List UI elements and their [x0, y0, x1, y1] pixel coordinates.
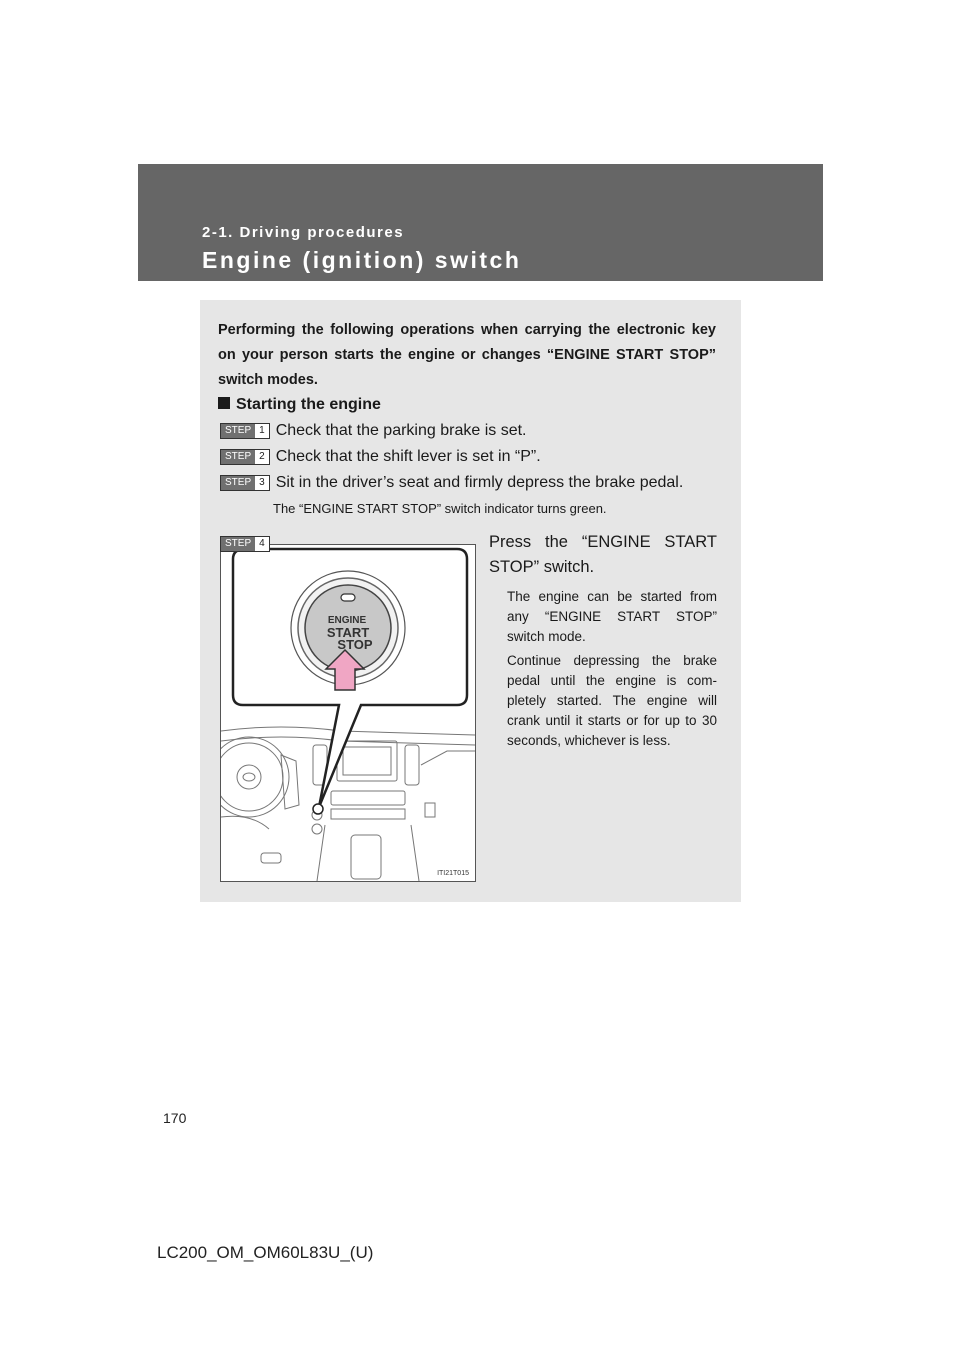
step-1 — [220, 422, 526, 440]
step-text: Sit in the driver’s seat and firmly depress the brake pedal. — [275, 474, 684, 491]
step-3-note: The “ENGINE START STOP” switch indicator turns green. — [273, 501, 607, 516]
dashboard-drawing — [221, 727, 475, 881]
step-4-badge: STEP 4 — [220, 536, 270, 552]
section-label: 2-1. Driving procedures — [202, 224, 405, 241]
step-4-note-2: Continue depressing the brake pedal until the engine is com-pletely started. The engine will crank until it starts or for up to 30 seconds, whichever is less. — [507, 653, 717, 748]
start-button-highlight — [313, 804, 323, 814]
illustration-code: ITI21T015 — [437, 870, 469, 877]
step-2 — [220, 448, 541, 466]
step-badge: STEP 1 — [220, 423, 270, 439]
intro-text: Performing the following operations when carrying the electronic key on your person starts the engine or changes “ENGINE START STOP” switch modes. — [218, 322, 716, 388]
step-badge: STEP 2 — [220, 449, 270, 465]
step-text: Check that the parking brake is set. — [275, 422, 527, 439]
subheading-text: Starting the engine — [236, 396, 381, 413]
step-4-note-1: The engine can be started from any “ENGINE START STOP” switch mode. — [507, 589, 717, 644]
chapter-header — [138, 164, 823, 281]
subheading — [218, 396, 381, 414]
footer-code: LC200_OM_OM60L83U_(U) — [157, 1243, 374, 1262]
button-label-stop: STOP — [337, 637, 373, 652]
button-label-start: START — [326, 625, 370, 640]
content-panel — [200, 300, 741, 902]
button-label-engine: ENGINE — [327, 615, 367, 626]
page-number: 170 — [163, 1110, 187, 1126]
step-badge: STEP 3 — [220, 475, 270, 491]
step-3 — [220, 474, 683, 492]
square-bullet-icon — [218, 397, 230, 409]
illustration-drawing — [221, 545, 475, 881]
step-text: Check that the shift lever is set in “P”. — [275, 448, 541, 465]
page-title: Engine (ignition) switch — [202, 247, 522, 273]
step-4-text: Press the “ENGINE START STOP” switch. — [489, 533, 717, 576]
dashboard-illustration — [220, 544, 476, 882]
